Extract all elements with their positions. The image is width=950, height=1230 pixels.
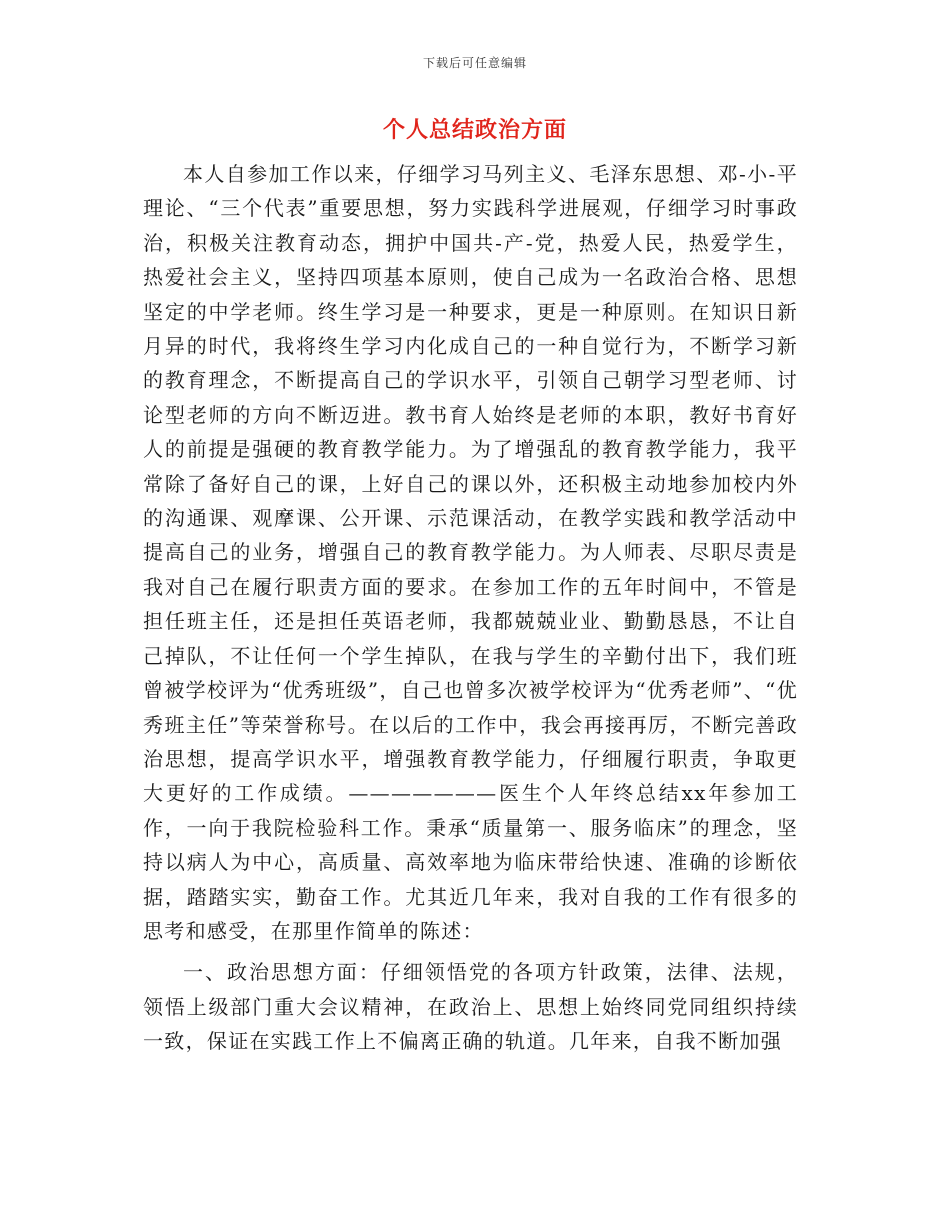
header-note: 下载后可任意编辑 — [422, 56, 527, 70]
document-title: 个人总结政治方面 — [382, 117, 567, 143]
document-body — [143, 157, 798, 1059]
paragraph-2: 一、政治思想方面：仔细领悟党的各项方针政策，法律、法规，领悟上级部门重大会议精神，在政治上、思想上始终同党同组织持续一致，保证在实践工作上不偏离正确的轨道。几年来，自我不断加强 — [143, 960, 798, 1054]
paragraph-1: 本人自参加工作以来，仔细学习马列主义、毛泽东思想、邓-小-平理论、“三个代表”重要思想，努力实践科学进展观，仔细学习时事政治，积极关注教育动态，拥护中国共-产-党，热爱人民，热爱学生，热爱社会主义，坚持四项基本原则，使自己成为一名政治合格、思想坚定的中学老师。终生学习是一种要求，更是一种原则。在知识日新月异的时代，我将终生学习内化成自己的一种自觉行为，不断学习新的教育理念，不断提高自己的学识水平，引领自己朝学习型老师、讨论型老师的方向不断迈进。教书育人始终是老师的本职，教好书育好人的前提是强硬的教育教学能力。为了增强乱的教育教学能力，我平常除了备好自己的课，上好自己的课以外，还积极主动地参加校内外的沟通课、观摩课、公开课、示范课活动，在教学实践和教学活动中提高自己的业务，增强自己的教育教学能力。为人师表、尽职尽责是我对自己在履行职责方面的要求。在参加工作的五年时间中，不管是担任班主任，还是担任英语老师，我都兢兢业业、勤勤恳恳，不让自己掉队，不让任何一个学生掉队，在我与学生的辛勤付出下，我们班曾被学校评为“优秀班级”，自己也曾多次被学校评为“优秀老师”、“优秀班主任”等荣誉称号。在以后的工作中，我会再接再厉，不断完善政治思想，提高学识水平，增强教育教学能力，仔细履行职责，争取更大更好的工作成绩。———————医生个人年终总结xx年参加工作，一向于我院检验科工作。秉承“质量第一、服务临床”的理念，坚持以病人为中心，高质量、高效率地为临床带给快速、准确的诊断依据，踏踏实实，勤奋工作。尤其近几年来，我对自我的工作有很多的思考和感受，在那里作简单的陈述： — [143, 162, 798, 943]
